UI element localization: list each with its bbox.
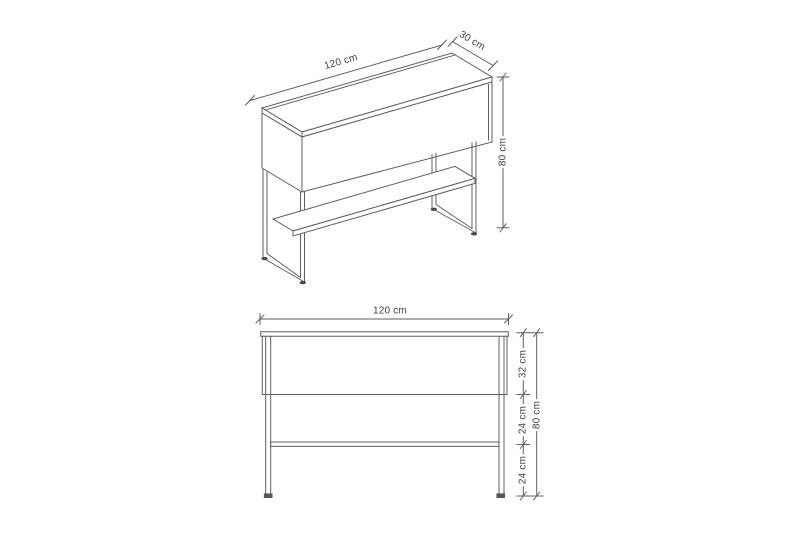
right-leg-front bbox=[496, 336, 505, 498]
leg-foot bbox=[431, 208, 437, 211]
front-total-height-dimension-label: 80 cm bbox=[531, 400, 543, 429]
leg-foot bbox=[300, 281, 306, 284]
tabletop-front bbox=[261, 332, 509, 337]
left-leg-front bbox=[264, 336, 273, 498]
iso-depth-dimension-label: 30 cm bbox=[457, 29, 487, 53]
iso-length-dimension-label: 120 cm bbox=[323, 51, 359, 73]
leg-foot bbox=[471, 232, 477, 235]
shelf-front bbox=[271, 442, 499, 446]
iso-height-dimension-label: 80 cm bbox=[497, 137, 509, 167]
leg-foot bbox=[496, 493, 505, 498]
back-panel-outline bbox=[262, 336, 507, 394]
isometric-view bbox=[246, 37, 510, 284]
leg-foot bbox=[264, 493, 273, 498]
front-upper-section-dimension-label: 32 cm bbox=[517, 349, 529, 378]
front-middle-section-dimension-label: 24 cm bbox=[517, 405, 529, 434]
front-lower-section-dimension-label: 24 cm bbox=[517, 455, 529, 485]
front-elevation-view bbox=[256, 314, 543, 501]
leg-foot bbox=[261, 257, 267, 260]
front-width-dimension-label: 120 cm bbox=[373, 305, 407, 317]
